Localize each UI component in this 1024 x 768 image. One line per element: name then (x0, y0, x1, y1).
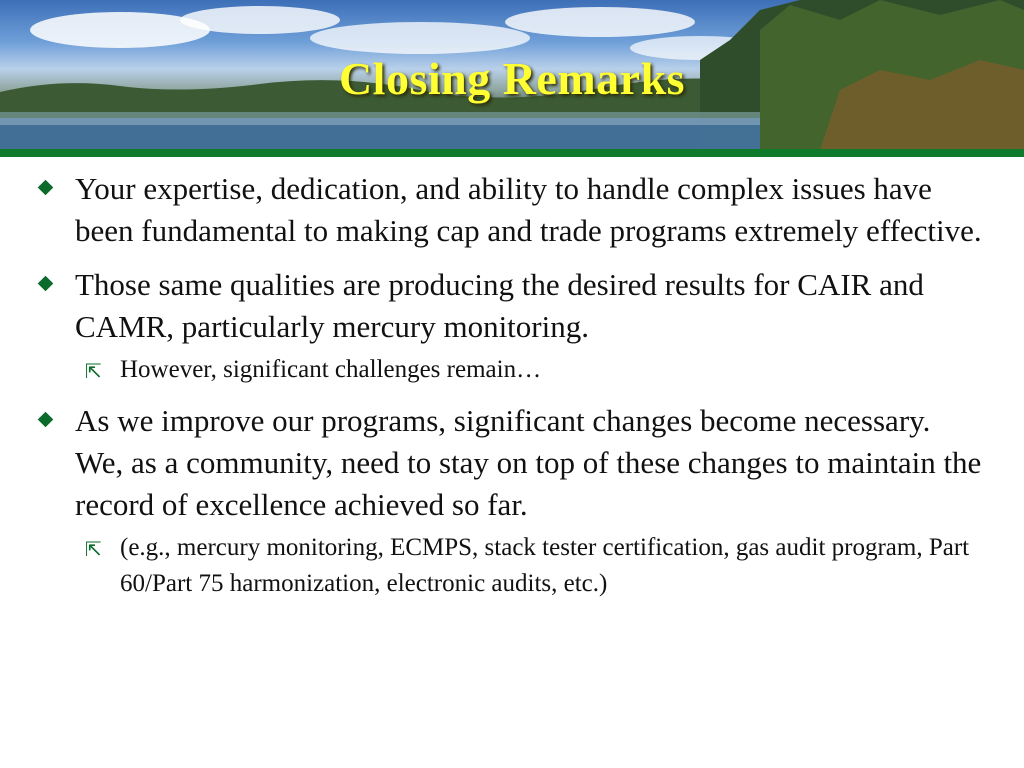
sub-bullet-item (38, 530, 983, 602)
arrow-up-left-icon: ⇱ (85, 537, 102, 561)
sub-bullet-item (38, 352, 983, 388)
sub-bullet-text: (e.g., mercury monitoring, ECMPS, stack tester certification, gas audit program, Part 60/Part 75 harmonization, electronic audits, etc.) (120, 534, 970, 597)
header-divider (0, 149, 1024, 157)
arrow-up-left-icon: ⇱ (85, 359, 102, 383)
slide-title: Closing Remarks (338, 53, 686, 104)
bullet-item (38, 264, 983, 348)
slide-body (38, 168, 983, 614)
bullet-text: Those same qualities are producing the desired results for CAIR and CAMR, particularly mercury monitoring. (75, 267, 924, 344)
header-banner (0, 0, 1024, 150)
bullet-text: Your expertise, dedication, and ability to handle complex issues have been fundamental to making cap and trade programs extremely effective. (75, 171, 982, 248)
diamond-bullet-icon (38, 276, 54, 292)
bullet-item (38, 168, 983, 252)
bullet-text: As we improve our programs, significant changes become necessary. We, as a community, need to stay on top of these changes to maintain the record of excellence achieved so far. (75, 403, 982, 522)
sub-bullet-text: However, significant challenges remain… (120, 356, 542, 383)
bullet-item (38, 400, 983, 526)
diamond-bullet-icon (38, 180, 54, 196)
diamond-bullet-icon (38, 412, 54, 428)
